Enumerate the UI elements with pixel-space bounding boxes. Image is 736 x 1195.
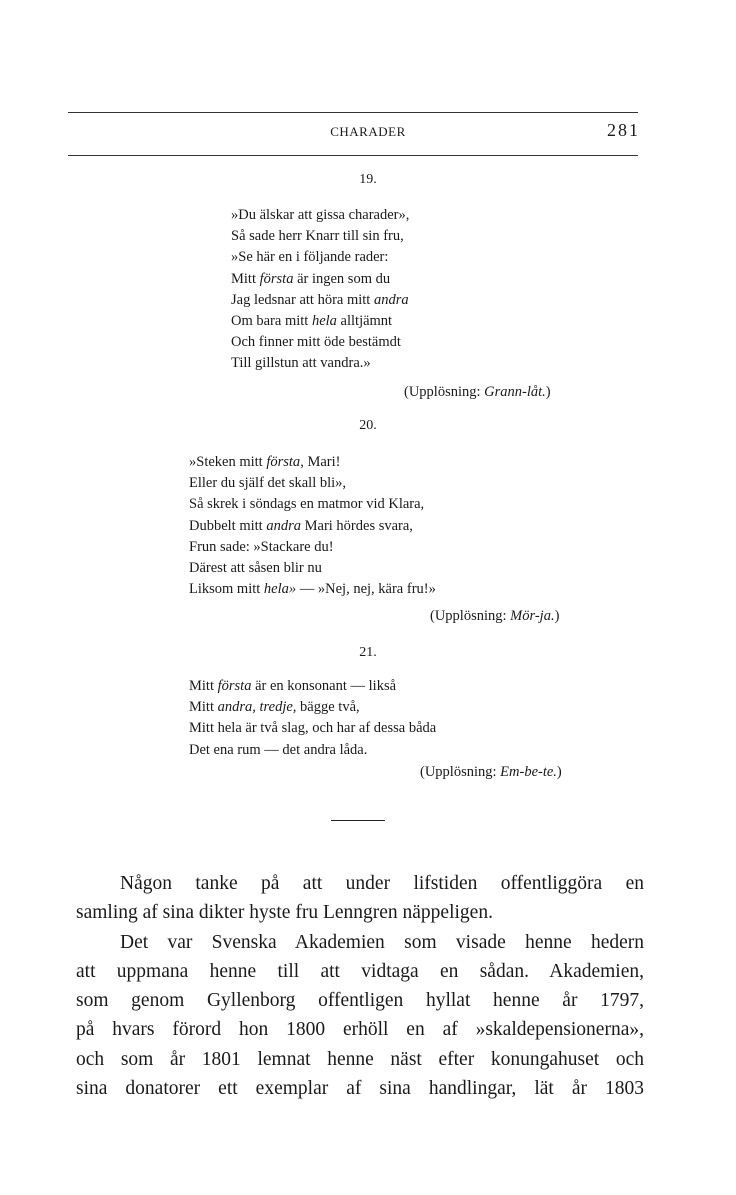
solution-21 (420, 764, 562, 781)
poem-text: Liksom mitt (189, 581, 264, 598)
poem-text: Därest att såsen blir nu (189, 560, 322, 577)
poem-19 (231, 205, 409, 375)
prose-line: samling af sina dikter hyste fru Lenngren näppeligen. (76, 902, 493, 924)
top-rule (68, 112, 638, 113)
poem-text: — »Nej, nej, kära fru!» (296, 581, 436, 598)
prose-line: Det var Svenska Akademien som visade henne hedern (120, 931, 644, 953)
poem-text: är ingen som du (293, 270, 391, 287)
poem-line (231, 226, 409, 247)
poem-text: Dubbelt mitt (189, 517, 267, 534)
poem-line (231, 205, 409, 226)
poem-number-20: 20. (359, 418, 377, 433)
poem-text: Så sade herr Knarr till sin fru, (231, 228, 404, 245)
poem-text: Eller du själf det skall bli», (189, 475, 347, 492)
poem-line (189, 558, 436, 579)
poem-text: Mari hördes svara, (301, 517, 413, 534)
poem-text: Och finner mitt öde bestämdt (231, 334, 401, 351)
solution-label: (Upplösning: (420, 764, 501, 780)
italic-keyword: första (266, 454, 301, 470)
solution-19 (404, 384, 551, 401)
poem-line (189, 697, 436, 718)
section-divider (331, 820, 385, 821)
poem-number-21: 21. (359, 645, 377, 660)
italic-keyword: första (259, 270, 294, 287)
prose-line: och som år 1801 lemnat henne näst efter konungahuset och (76, 1048, 644, 1070)
italic-keyword: andra (373, 291, 409, 308)
poem-text: »Se här en i följande rader: (231, 249, 389, 266)
poem-text: , Mari! (300, 454, 341, 470)
prose-body (76, 869, 644, 1103)
solution-label: (Upplösning: (430, 608, 511, 624)
poem-line (189, 516, 436, 537)
solution-word: Grann-låt. (484, 384, 546, 400)
poem-text: Mitt hela är två slag, och har af dessa båda (189, 720, 437, 737)
poem-line (231, 332, 409, 353)
prose-line: på hvars förord hon 1800 erhöll en af »skaldepensionerna», (76, 1019, 644, 1041)
poem-20 (189, 452, 436, 600)
poem-text: Till gillstun att vandra.» (231, 355, 371, 372)
italic-keyword: hela» (263, 581, 297, 598)
poem-number-19: 19. (359, 172, 377, 187)
poem-line (231, 353, 409, 374)
italic-keyword: andra, tredje, (217, 699, 297, 716)
poem-text: Jag ledsnar att höra mitt (231, 291, 374, 308)
solution-word: Mör-ja. (510, 608, 555, 624)
poem-text: alltjämnt (336, 313, 393, 330)
prose-line: som genom Gyllenborg offentligen hyllat henne år 1797, (76, 990, 644, 1012)
solution-20 (430, 608, 559, 625)
italic-keyword: andra (266, 517, 301, 534)
poem-text: Det ena rum — det andra låda. (189, 741, 368, 758)
prose-line: Någon tanke på att under lifstiden offentliggöra en (120, 873, 644, 894)
prose-line: sina donatorer ett exemplar af sina handlingar, lät år 1803 (76, 1078, 644, 1100)
poem-line (189, 537, 436, 558)
italic-keyword: hela (311, 313, 337, 330)
running-header-title: CHARADER (330, 124, 406, 139)
poem-text: Mitt (189, 678, 218, 694)
poem-text: är en konsonant — likså (251, 678, 397, 694)
solution-close: ) (556, 764, 562, 780)
poem-line (231, 290, 409, 311)
poem-line (189, 718, 436, 739)
poem-text: »Steken mitt (189, 454, 267, 470)
poem-text: bägge två, (296, 699, 360, 716)
solution-close: ) (554, 608, 560, 624)
poem-line (189, 579, 436, 600)
header-rule (68, 155, 638, 156)
poem-21 (189, 676, 436, 761)
poem-line (231, 247, 409, 268)
paragraph-2 (76, 928, 644, 1104)
solution-label: (Upplösning: (404, 384, 485, 400)
poem-line (189, 676, 436, 697)
poem-text: Så skrek i söndags en matmor vid Klara, (189, 496, 425, 513)
italic-keyword: första (217, 678, 252, 694)
poem-line (189, 740, 436, 761)
poem-text: Om bara mitt (231, 313, 312, 330)
poem-line (189, 473, 436, 494)
solution-close: ) (545, 384, 551, 400)
poem-line (189, 452, 436, 473)
page-number: 281 (607, 120, 640, 140)
poem-line (231, 269, 409, 290)
poem-text: Mitt (189, 699, 218, 716)
solution-word: Em-be-te. (500, 764, 557, 780)
prose-line: att uppmana henne till att vidtaga en sådan. Akademien, (76, 960, 644, 982)
poem-text: Mitt (231, 270, 260, 287)
poem-line (231, 311, 409, 332)
poem-text: Frun sade: »Stackare du! (189, 538, 334, 555)
poem-line (189, 494, 436, 515)
poem-text: »Du älskar att gissa charader», (231, 207, 410, 223)
paragraph-1 (76, 869, 644, 928)
